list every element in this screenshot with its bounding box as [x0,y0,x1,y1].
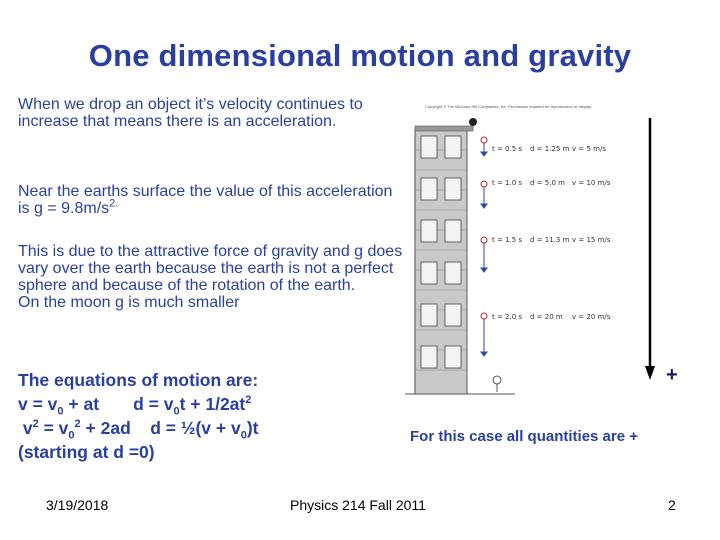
equation-row-1: $v = v_0$ + at $d = v_0t + 1/2at^2$ [18,394,252,418]
positive-direction-arrow [645,118,655,380]
footer-course: Physics 214 Fall 2011 [290,497,426,513]
row-3-velocity: v = 15 m/s [572,236,611,244]
row-4-time: t = 2.0 s [492,313,523,321]
footer-date: 3/19/2018 [46,497,109,513]
row-1-time: t = 0.5 s [492,145,523,153]
figure-copyright: Copyright © The McGraw-Hill Companies, Inc. Permission required for reproduction or display. [425,104,592,109]
equations-note: (starting at d =0) [18,442,155,462]
gravity-variation-text: This is due to the attractive force of gravity and g does vary over the earth because the earth is not a perfect sphere and because of the rotation of the earth. [18,243,403,294]
equations-block [18,368,408,464]
moon-gravity-text: On the moon g is much smaller [18,294,240,311]
equation-row-2: $v^2 = v_0^2 + 2ad$ d = ½(v + $v_0)t$ [18,418,259,442]
row-3-time: t = 1.5 s [492,236,523,244]
row-2-time: t = 1.0 s [492,179,523,187]
ball-positions [481,137,487,319]
acceleration-exponent: 2. [109,197,119,210]
building-illustration [415,126,473,394]
page-number: 2 [668,497,676,513]
equations-heading: The equations of motion are: [18,370,259,390]
row-4-distance: d = 20 m [530,313,563,321]
row-1-distance: d = 1.25 m [530,145,570,153]
row-2-distance: d = 5.0 m [530,179,565,187]
paragraph-velocity: When we drop an object it’s velocity continues to increase that means there is an acceleration. [18,96,363,130]
slide-title: One dimensional motion and gravity [88,38,632,73]
paragraph-acceleration [18,183,403,217]
row-1-velocity: v = 5 m/s [572,145,606,153]
case-note: For this case all quantities are + [410,428,639,445]
row-2-velocity: v = 10 m/s [572,179,611,187]
paragraph-gravity-variation [18,243,403,311]
acceleration-text: Near the earths surface the value of this acceleration is g = 9.8m/s [18,183,393,217]
plus-sign: + [666,364,678,386]
row-4-velocity: v = 20 m/s [572,313,611,321]
row-3-distance: d = 11.3 m [530,236,570,244]
